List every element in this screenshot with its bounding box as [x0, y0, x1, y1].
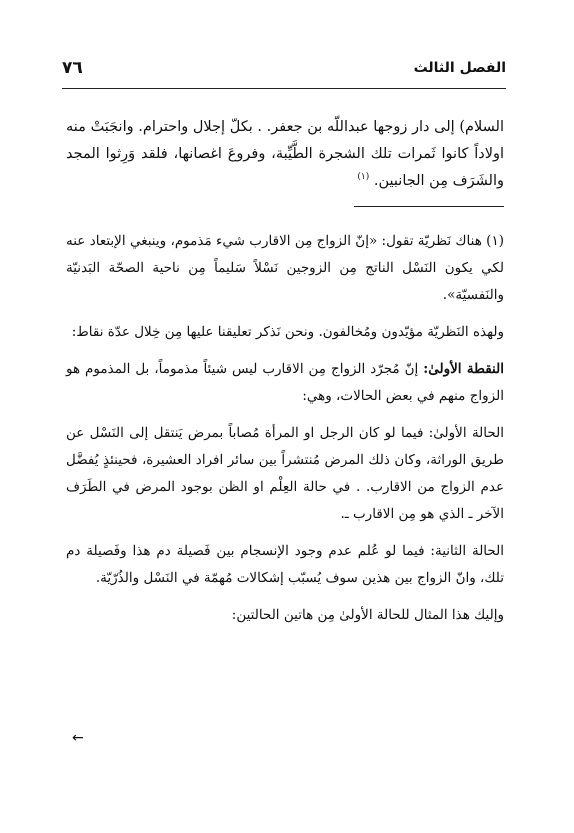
- main-paragraph-text: السلام) إلى دار زوجها عبداللّه بن جعفر. . بكلّ إجلال واحترام. وانجَبَتْ منه اولاداً كانوا ثَمرات تلك الشجرة الطَّيِّبة، وفروعَ اغصانها، فلقد وَرِثوا المجد والشَرَف مِن الجانبين.: [66, 119, 504, 189]
- footnote-1: (١) هناك نَظريّة تقول: «إنّ الزواج مِن الاقارب شيء مَذموم، وينبغي الإبتعاد عنه لكي يكون النَسْل الناتج مِن الزوجين نَسْلاً سَليماً مِن ناحية الصحّة البَدنيّة والنَفسيّة».: [66, 233, 504, 303]
- footnotes-section: [66, 228, 504, 639]
- footnote-closing: وإليك هذا المثال للحالة الأولىٰ مِن هاتين الحالتين:: [231, 607, 504, 623]
- page-number: ٧٦: [62, 58, 83, 78]
- footnote-case-1: الحالة الأولىٰ: فيما لو كان الرجل او المرأة مُصاباً بمرض يَنتقل إلى النَسْل عن طريق الوراثة، وكان ذلك المرض مُنتشراً بين سائر افراد العشيرة، فحينئذٍ يُفضَّل عدم الزواج من الاقارب. . في حالة العِلْم او الظن بوجود المرض في الطَرَف الآخر ـ الذي هو مِن الاقارب ـ.: [66, 425, 504, 522]
- point-1-label: النقطة الأولىٰ:: [423, 361, 504, 377]
- main-paragraph: [66, 114, 504, 195]
- page-header: [62, 58, 506, 89]
- point-1-text: إنّ مُجرّد الزواج مِن الاقارب ليس شيئاً مذموماً، بل المذموم هو الزواج منهم في بعض الحالات، وهي:: [66, 361, 504, 404]
- chapter-title: الفصل الثالث: [413, 60, 506, 76]
- footnote-divider: [354, 206, 504, 207]
- footnote-point-1: [66, 356, 504, 410]
- main-text: [66, 114, 504, 195]
- continuation-arrow-icon: ←: [72, 730, 84, 746]
- footnote-reference: (١): [357, 172, 370, 183]
- footnote-case-2: الحالة الثانية: فيما لو عُلم عدم وجود الإنسجام بين فَصيلة دم هذا وفَصيلة دم تلك، وانّ الزواج بين هذين سوف يُسبّب إشكالات مُهمّة في النَسْل والذُرّيّة.: [66, 543, 504, 586]
- footnote-intro: ولهذه النَظريّة مؤيّدون ومُخالفون. ونحن نَذكر تعليقنا عليها مِن خِلال عدّة نقاط:: [71, 324, 504, 340]
